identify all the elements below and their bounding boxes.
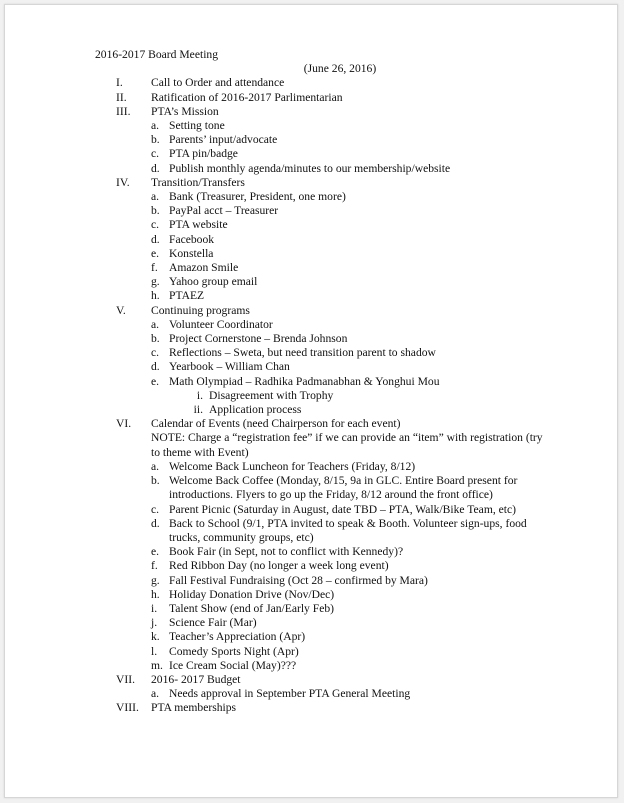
section-title: Calendar of Events (need Chairperson for each event) — [151, 417, 401, 431]
section-number: V. — [116, 303, 126, 317]
list-item: c. Reflections – Sweta, but need transition parent to shadow — [151, 346, 436, 360]
section-title: Transition/Transfers — [151, 175, 245, 189]
agenda-section — [95, 417, 545, 431]
list-item: b. Welcome Back Coffee (Monday, 8/15, 9a in GLC. Entire Board present for introductions. Flyers to go up the Friday, 8/12 around the front office) — [151, 474, 518, 502]
section-title: Call to Order and attendance — [151, 76, 285, 90]
list-item: d. Facebook — [151, 232, 215, 246]
list-item: f. Amazon Smile — [151, 261, 239, 275]
agenda-section — [95, 91, 545, 105]
list-item: i. Disagreement with Trophy — [196, 388, 334, 402]
list-item: c. PTA website — [151, 218, 228, 232]
list-item: a. Bank (Treasurer, President, one more) — [151, 190, 346, 204]
agenda-document — [95, 48, 545, 716]
document-page — [4, 4, 618, 798]
agenda-section — [95, 673, 545, 687]
list-item: ii. Application process — [193, 403, 302, 417]
list-item: a. Welcome Back Luncheon for Teachers (Friday, 8/12) — [151, 459, 416, 473]
list-item: b. Project Cornerstone – Brenda Johnson — [151, 332, 348, 346]
section-title: Continuing programs — [151, 303, 250, 317]
list-item: f. Red Ribbon Day (no longer a week long event) — [151, 559, 389, 573]
section-number: I. — [116, 76, 123, 90]
list-item: c. PTA pin/badge — [151, 147, 238, 161]
section-title: PTA memberships — [151, 701, 237, 715]
list-item: e. Konstella — [151, 246, 214, 260]
list-item: d. Publish monthly agenda/minutes to our membership/website — [151, 161, 451, 175]
meeting-date: (June 26, 2016) — [303, 62, 377, 76]
list-item: a. Setting tone — [151, 119, 225, 133]
section-title: Ratification of 2016-2017 Parlimentarian — [151, 90, 343, 104]
list-item: k. Teacher’s Appreciation (Apr) — [151, 630, 306, 644]
section-number: IV. — [116, 175, 130, 189]
list-item: m. Ice Cream Social (May)??? — [151, 658, 297, 672]
list-item: e. Book Fair (in Sept, not to conflict with Kennedy)? — [151, 545, 404, 559]
list-item: b. Parents’ input/advocate — [151, 133, 278, 147]
list-item: a. Needs approval in September PTA General Meeting — [151, 687, 411, 701]
list-item: g. Yahoo group email — [151, 275, 258, 289]
section-number: VII. — [116, 672, 135, 686]
agenda-section — [95, 76, 545, 90]
list-item: l. Comedy Sports Night (Apr) — [151, 644, 299, 658]
list-item: e. Math Olympiad – Radhika Padmanabhan & Yonghui Mou — [151, 374, 440, 388]
list-item: h. Holiday Donation Drive (Nov/Dec) — [151, 587, 335, 601]
list-item: d. Back to School (9/1, PTA invited to speak & Booth. Volunteer sign-ups, food trucks, community groups, etc) — [151, 516, 527, 544]
agenda-section — [95, 105, 545, 119]
list-item: i. Talent Show (end of Jan/Early Feb) — [151, 601, 335, 615]
list-item: d. Yearbook – William Chan — [151, 360, 290, 374]
document-title: 2016-2017 Board Meeting — [95, 48, 219, 61]
list-item: g. Fall Festival Fundraising (Oct 28 – confirmed by Mara) — [151, 573, 428, 587]
list-item: a. Volunteer Coordinator — [151, 317, 273, 331]
section-number: II. — [116, 90, 127, 104]
section-note: NOTE: Charge a “registration fee” if we can provide an “item” with registration (try to theme with Event) — [151, 431, 543, 459]
section-number: VI. — [116, 417, 132, 431]
agenda-section — [95, 304, 545, 318]
agenda-section — [95, 176, 545, 190]
section-number: III. — [116, 104, 131, 118]
section-number: VIII. — [116, 701, 139, 715]
section-title: PTA’s Mission — [151, 104, 219, 118]
list-item: h. PTAEZ — [151, 289, 205, 303]
section-title: 2016- 2017 Budget — [151, 672, 241, 686]
agenda-section — [95, 701, 545, 715]
list-item: j. Science Fair (Mar) — [151, 616, 257, 630]
list-item: b. PayPal acct – Treasurer — [151, 204, 279, 218]
list-item: c. Parent Picnic (Saturday in August, date TBD – PTA, Walk/Bike Team, etc) — [151, 502, 517, 516]
